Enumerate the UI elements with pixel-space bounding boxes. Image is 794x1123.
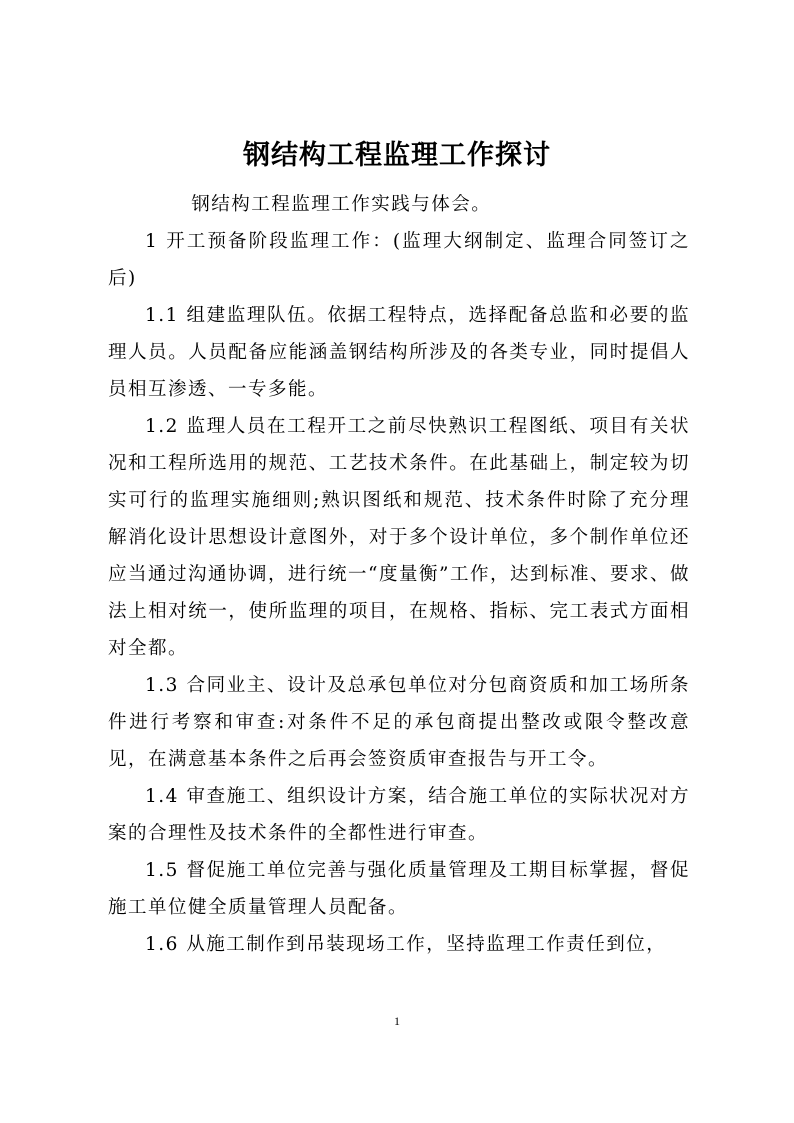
document-title: 钢结构工程监理工作探讨 [243,140,551,171]
page-number: 1 [394,1014,400,1028]
subtitle-paragraph: 钢结构工程监理工作实践与体会。 [191,194,492,215]
section-1-4-paragraph: 1.4 审查施工、组织设计方案，结合施工单位的实际状况对方案的合理性及技术条件的全都性进行审查。 [108,786,690,844]
section-1-5-paragraph: 1.5 督促施工单位完善与强化质量管理及工期目标掌握，督促施工单位健全质量管理人员配备。 [108,860,690,918]
section-1-paragraph: 1 开工预备阶段监理工作：(监理大纲制定、监理合同签订之后) [108,231,690,289]
section-1-2-paragraph: 1.2 监理人员在工程开工之前尽快熟识工程图纸、项目有关状况和工程所选用的规范、工艺技术条件。在此基础上，制定较为切实可行的监理实施细则;熟识图纸和规范、技术条件时除了充分理解消化设计思想设计意图外，对于多个设计单位，多个制作单位还应当通过沟通协调，进行统一“度量衡”工作，达到标准、要求、做法上相对统一，使所监理的项目，在规格、指标、完工表式方面相对全都。 [108,416,690,659]
section-1-6-paragraph: 1.6 从施工制作到吊装现场工作，坚持监理工作责任到位， [145,934,667,955]
section-1-3-paragraph: 1.3 合同业主、设计及总承包单位对分包商资质和加工场所条件进行考察和审查:对条件不足的承包商提出整改或限令整改意见，在满意基本条件之后再会签资质审查报告与开工令。 [108,675,690,770]
section-1-1-paragraph: 1.1 组建监理队伍。依据工程特点，选择配备总监和必要的监理人员。人员配备应能涵盖钢结构所涉及的各类专业，同时提倡人员相互渗透、一专多能。 [108,305,690,400]
document-body [108,186,690,963]
